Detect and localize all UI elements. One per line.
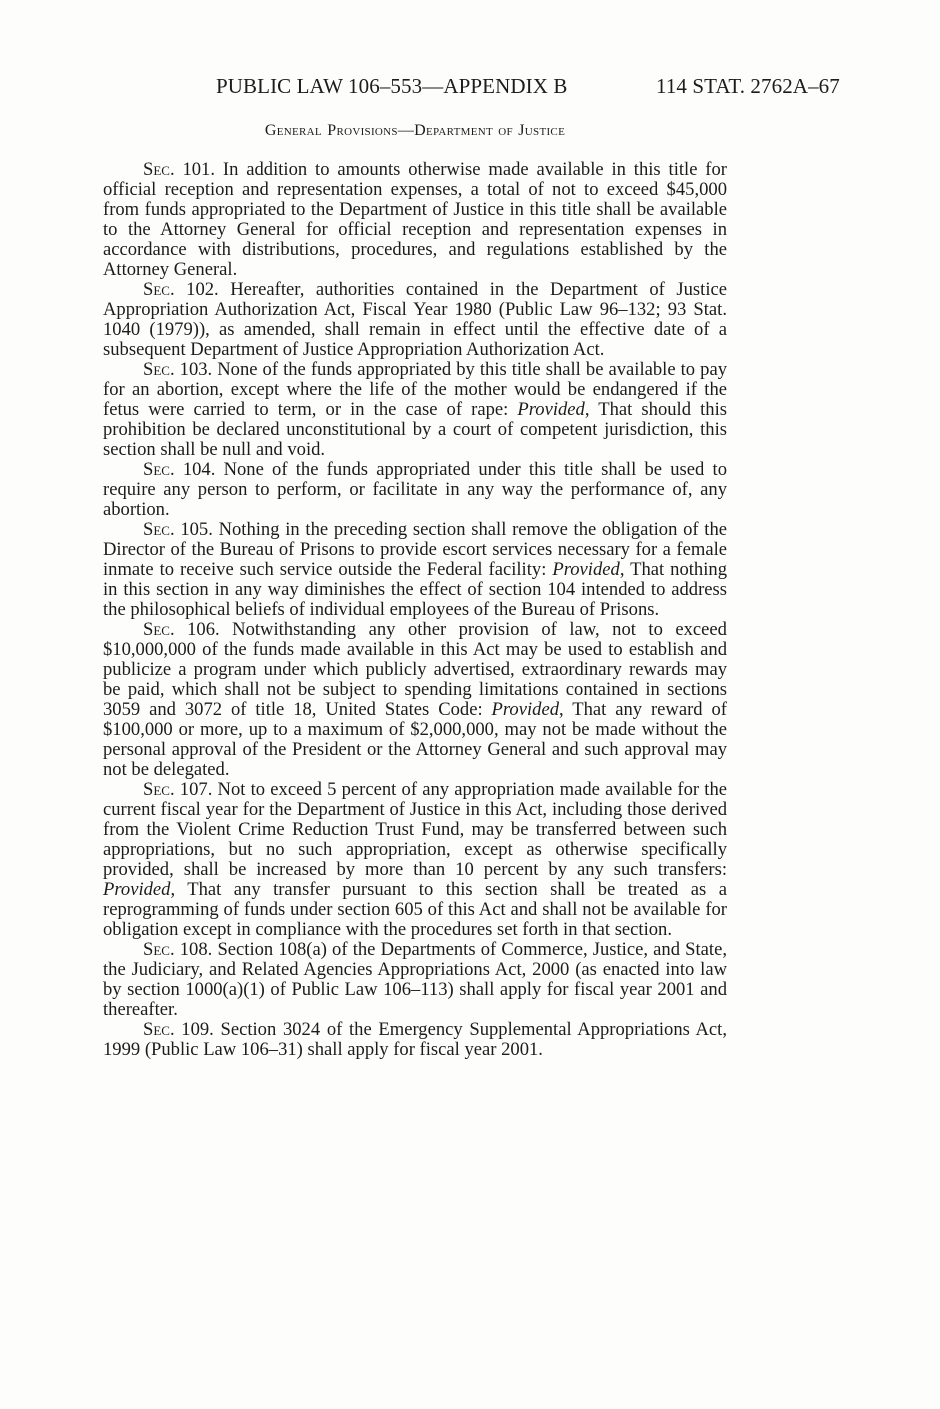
- section-text: Not to exceed 5 percent of any appropriation made available for the current fiscal year for the Department of Justice in this Act, including those derived from the Violent Crime Reduction Trust Fund, may be transferred between such appropriations, but no such appropriation, except as otherwise specifically provided, shall be increased by more than 10 percent by any such transfers:: [103, 779, 727, 880]
- section-text: None of the funds appropriated by this title shall be available to pay for an abortion, except where the life of the mother would be endangered if the fetus were carried to term, or in the case of rape:: [103, 359, 727, 420]
- section-paragraph: [103, 460, 727, 520]
- section-label: Sec. 106.: [143, 619, 220, 640]
- section-label: Sec. 102.: [143, 279, 219, 300]
- section-text: Nothing in the preceding section shall remove the obligation of the Director of the Bureau of Prisons to provide escort services necessary for a female inmate to receive such service outside the Federal facility:: [103, 519, 727, 580]
- section-text: , That any transfer pursuant to this section shall be treated as a reprogramming of funds under section 605 of this Act and shall not be available for obligation except in compliance with the procedures set forth in that section.: [103, 879, 727, 940]
- section-label: Sec. 109.: [143, 1019, 214, 1040]
- proviso-term: Provided: [517, 399, 585, 420]
- section-text: , That nothing in this section in any way diminishes the effect of section 104 intended to address the philosophical beliefs of individual employees of the Bureau of Prisons.: [103, 559, 727, 620]
- section-paragraph: [103, 520, 727, 620]
- section-label: Sec. 101.: [143, 159, 216, 180]
- proviso-term: Provided: [103, 879, 171, 900]
- section-text: In addition to amounts otherwise made available in this title for official reception and representation expenses, a total of not to exceed $45,000 from funds appropriated to the Department of Justice in this title shall be available to the Attorney General for official reception and representation expenses in accordance with distributions, procedures, and regulations established by the Attorney General.: [103, 159, 727, 280]
- section-heading: General Provisions—Department of Justice: [264, 122, 566, 139]
- header-title: PUBLIC LAW 106–553—APPENDIX B: [216, 74, 568, 98]
- proviso-term: Provided: [552, 559, 620, 580]
- section-text: Section 3024 of the Emergency Supplemental Appropriations Act, 1999 (Public Law 106–31) shall apply for fiscal year 2001.: [103, 1019, 727, 1060]
- running-header: [216, 74, 876, 100]
- section-label: Sec. 107.: [143, 779, 213, 800]
- section-text: Notwithstanding any other provision of law, not to exceed $10,000,000 of the funds made available in this Act may be used to establish and publicize a program under which publicly advertised, extraordinary rewards may be paid, which shall not be subject to spending limitations contained in sections 3059 and 3072 of title 18, United States Code:: [103, 619, 727, 720]
- proviso-term: Provided: [491, 699, 559, 720]
- section-paragraph: [103, 280, 727, 360]
- section-paragraph: [103, 940, 727, 1020]
- section-text: Section 108(a) of the Departments of Commerce, Justice, and State, the Judiciary, and Related Agencies Appropriations Act, 2000 (as enacted into law by section 1000(a)(1) of Public Law 106–113) shall apply for fiscal year 2001 and thereafter.: [103, 939, 727, 1020]
- section-paragraph: [103, 160, 727, 280]
- section-paragraph: [103, 1020, 727, 1060]
- section-text: None of the funds appropriated under this title shall be used to require any person to perform, or facilitate in any way the performance of, any abortion.: [103, 459, 727, 520]
- section-label: Sec. 104.: [143, 459, 216, 480]
- header-stat-citation: 114 STAT. 2762A–67: [656, 74, 840, 98]
- section-paragraph: [103, 620, 727, 780]
- section-label: Sec. 105.: [143, 519, 213, 540]
- section-paragraph: [103, 360, 727, 460]
- section-paragraph: [103, 780, 727, 940]
- section-text: , That any reward of $100,000 or more, up to a maximum of $2,000,000, may not be made without the personal approval of the President or the Attorney General and such approval may not be delegated.: [103, 699, 727, 780]
- body-text: [103, 160, 727, 1060]
- section-label: Sec. 108.: [143, 939, 213, 960]
- section-text: Hereafter, authorities contained in the Department of Justice Appropriation Authorization Act, Fiscal Year 1980 (Public Law 96–132; 93 Stat. 1040 (1979)), as amended, shall remain in effect until the effective date of a subsequent Department of Justice Appropriation Authorization Act.: [103, 279, 728, 360]
- section-text: , That should this prohibition be declared unconstitutional by a court of competent jurisdiction, this section shall be null and void.: [103, 399, 727, 460]
- section-label: Sec. 103.: [143, 359, 213, 380]
